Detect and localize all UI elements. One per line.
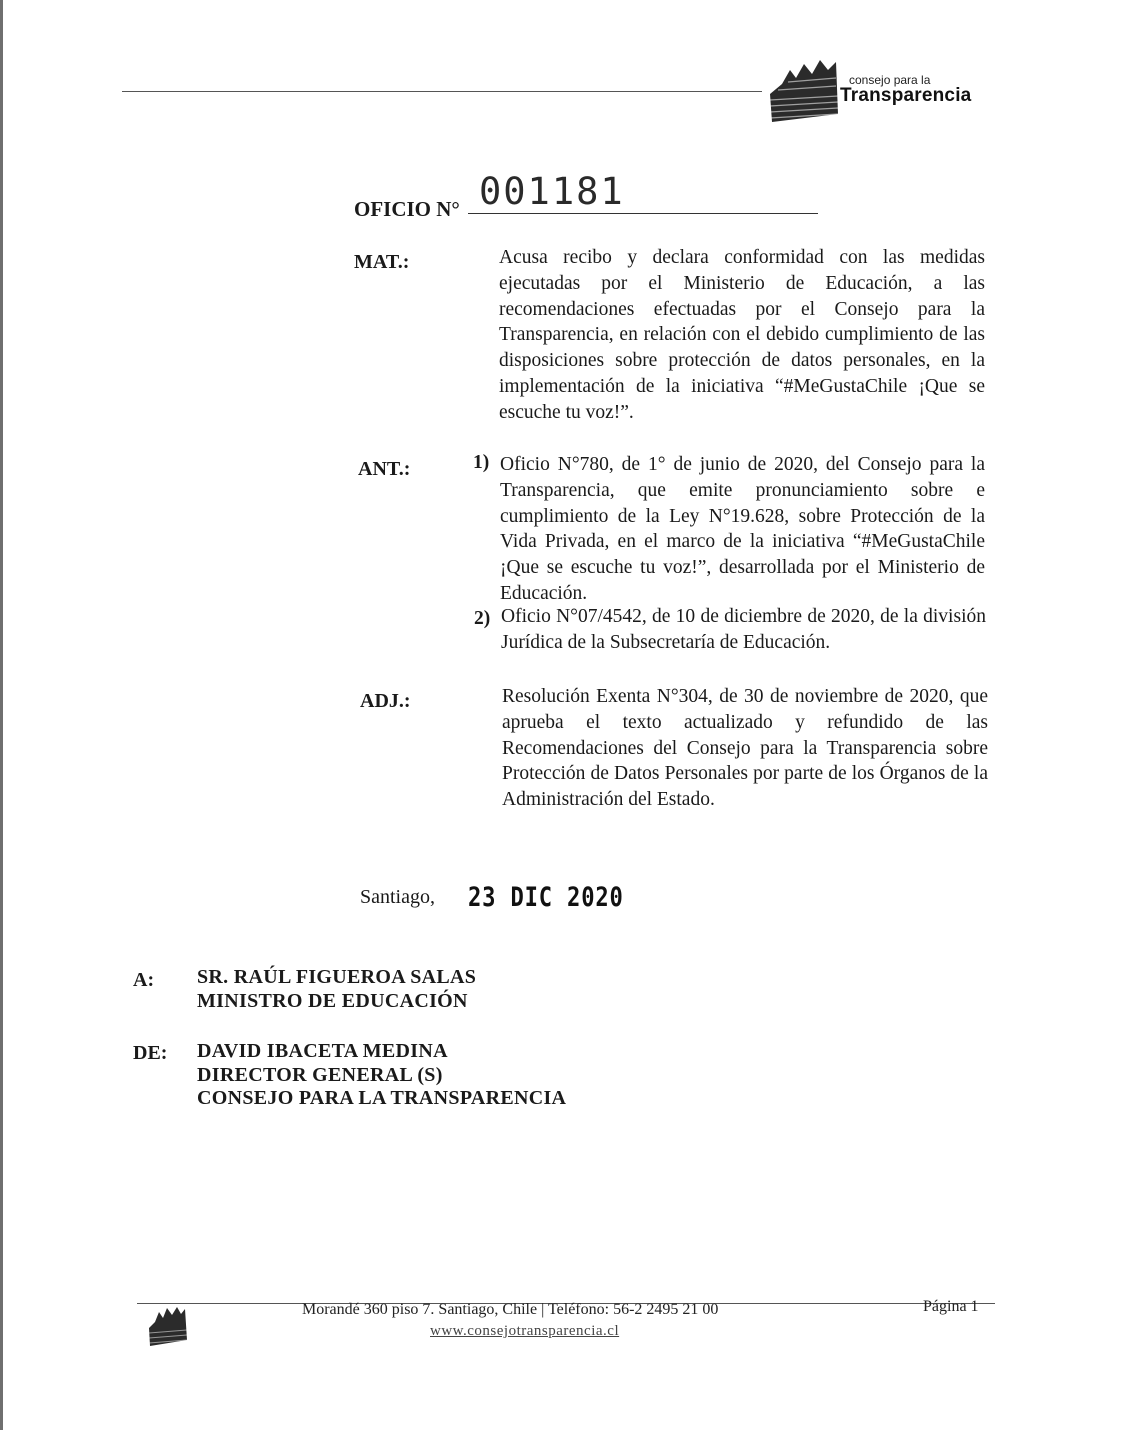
- from-label: DE:: [133, 1042, 168, 1064]
- to-name: SR. RAÚL FIGUEROA SALAS: [197, 966, 477, 988]
- from-organization: CONSEJO PARA LA TRANSPARENCIA: [197, 1087, 567, 1109]
- footer-logo-icon: [147, 1306, 191, 1348]
- date-stamp: 23 DIC 2020: [468, 882, 624, 913]
- oficio-label: OFICIO N°: [354, 197, 460, 221]
- adj-text: Resolución Exenta N°304, de 30 de noviembre de 2020, que aprueba el texto actualizado y refundido de las Recomendaciones del Consejo para la Transparencia sobre Protección de Datos Personales por parte de los Órganos de la Administración del Estado.: [502, 686, 988, 811]
- to-label: A:: [133, 969, 155, 991]
- ant-item-1-text: Oficio N°780, de 1° de junio de 2020, del Consejo para la Transparencia, que emite pronunciamiento sobre e cumplimiento de la Ley N°19.628, sobre Protección de la Vida Privada, en el marco de la iniciativa “#MeGustaChile ¡Que se escuche tu voz!”, desarrollada por el Ministerio de Educación.: [500, 454, 985, 604]
- ant-item-2-number: 2): [474, 608, 491, 629]
- adj-label: ADJ.:: [360, 690, 411, 712]
- ant-item-2-text: Oficio N°07/4542, de 10 de diciembre de 2020, de la división Jurídica de la Subsecretaría de Educación.: [501, 606, 986, 653]
- mat-text: Acusa recibo y declara conformidad con las medidas ejecutadas por el Ministerio de Educación, a las recomendaciones efectuadas por el Consejo para la Transparencia, en relación con el debido cumplimiento de las disposiciones sobre protección de datos personales, en la implementación de la iniciativa “#MeGustaChile ¡Que se escuche tu voz!”.: [499, 247, 985, 423]
- from-title: DIRECTOR GENERAL (S): [197, 1064, 443, 1086]
- to-title: MINISTRO DE EDUCACIÓN: [197, 990, 468, 1012]
- header-logo: [768, 56, 978, 126]
- mat-label: MAT.:: [354, 251, 410, 273]
- oficio-number: 001181: [479, 170, 625, 213]
- oficio-underline: [468, 213, 818, 214]
- page-edge: [0, 0, 3, 1430]
- footer-website-link[interactable]: www.consejotransparencia.cl: [430, 1323, 620, 1339]
- page-number: Página 1: [923, 1298, 979, 1315]
- logo-mark-icon: [768, 56, 848, 124]
- logo-subtitle: consejo para la: [849, 73, 931, 87]
- ant-item-1-number: 1): [473, 452, 490, 473]
- header-rule: [122, 91, 762, 92]
- logo-title: Transparencia: [840, 85, 972, 106]
- ant-label: ANT.:: [358, 458, 411, 480]
- footer-address: Morandé 360 piso 7. Santiago, Chile | Teléfono: 56-2 2495 21 00: [302, 1301, 719, 1318]
- from-name: DAVID IBACETA MEDINA: [197, 1040, 448, 1062]
- place-label: Santiago,: [360, 886, 435, 908]
